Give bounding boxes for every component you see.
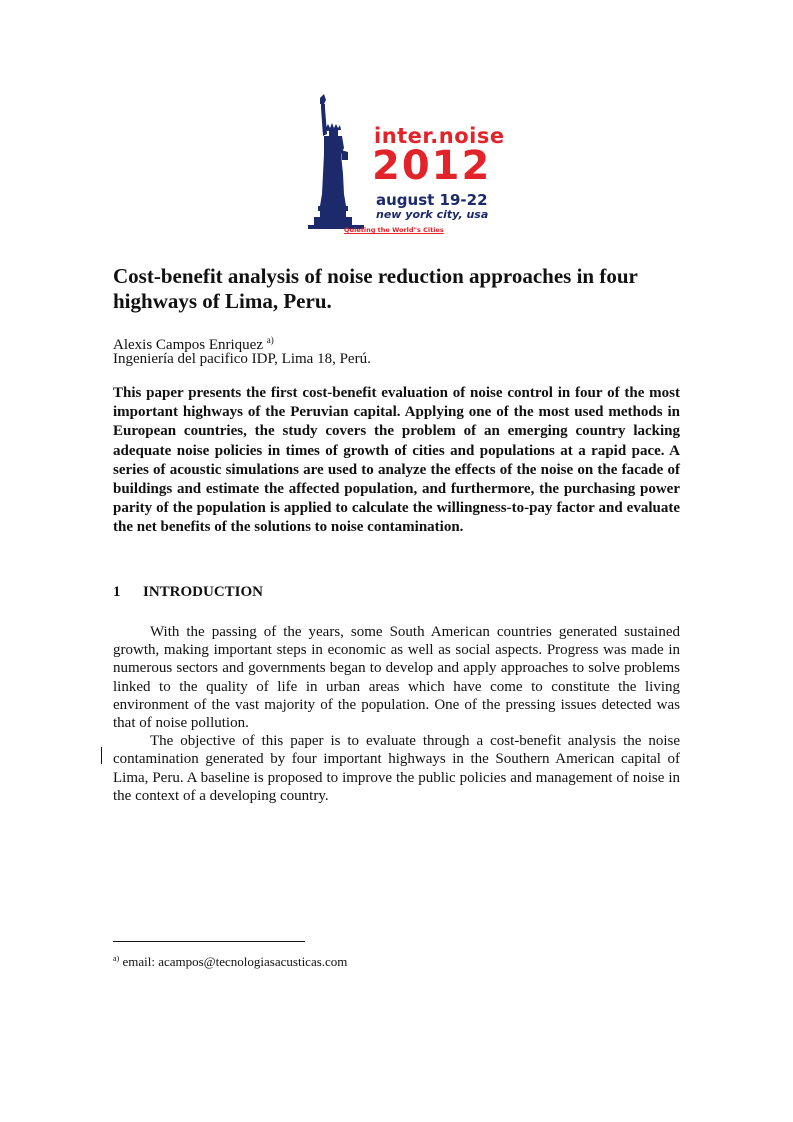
section-heading (113, 583, 263, 602)
footnote (113, 951, 347, 970)
logo-dates: august 19-22 (376, 191, 488, 209)
abstract: This paper presents the first cost-benefit evaluation of noise control in four of the most important highways of the Peruvian capital. Applying one of the most used methods in European countries, the study covers the problem of an emerging country lacking adequate noise policies in times of growth of cities and populations at a rapid pace. A series of acoustic simulations are used to analyze the effects of the noise on the facade of buildings and estimate the affected population, and furthermore, the purchasing power parity of the population is applied to calculate the willingness-to-pay factor and evaluate the net benefits of the solutions to noise contamination. (113, 385, 680, 536)
logo-year: 2012 (372, 143, 492, 189)
author-footnote-mark: a) (266, 335, 274, 345)
author-name: Alexis Campos Enriquez (113, 337, 263, 353)
conference-logo (308, 94, 505, 244)
introduction-body (113, 623, 680, 805)
paper-title: Cost-benefit analysis of noise reduction approaches in four highways of Lima, Peru. (113, 264, 638, 313)
logo-tagline: Quieting the World"s Cities (344, 226, 444, 234)
section-title: INTRODUCTION (143, 584, 264, 600)
logo-title: inter.noise (374, 124, 505, 148)
section-number: 1 (113, 584, 121, 600)
footnote-rule (113, 941, 305, 942)
logo-city: new york city, usa (376, 208, 489, 221)
change-bar (101, 747, 102, 764)
footnote-mark: a) (113, 954, 120, 963)
paragraph: The objective of this paper is to evaluate through a cost-benefit analysis the noise contamination generated by four important highways in the Southern American capital of Lima, Peru. A baseline is proposed to improve the public policies and management of noise in the context of a developing country. (113, 733, 680, 804)
paragraph: With the passing of the years, some South American countries generated sustained growth, making important steps in economic as well as social aspects. Progress was made in numerous sectors and governments began to develop and apply approaches to solve problems linked to the quality of life in urban areas which have come to constitute the living environment of the vast majority of the population. One of the pressing issues detected was that of noise pollution. (113, 624, 680, 732)
footnote-text: email: acampos@tecnologiasacusticas.com (122, 954, 348, 969)
affiliation: Ingeniería del pacifico IDP, Lima 18, Perú. (113, 351, 371, 367)
